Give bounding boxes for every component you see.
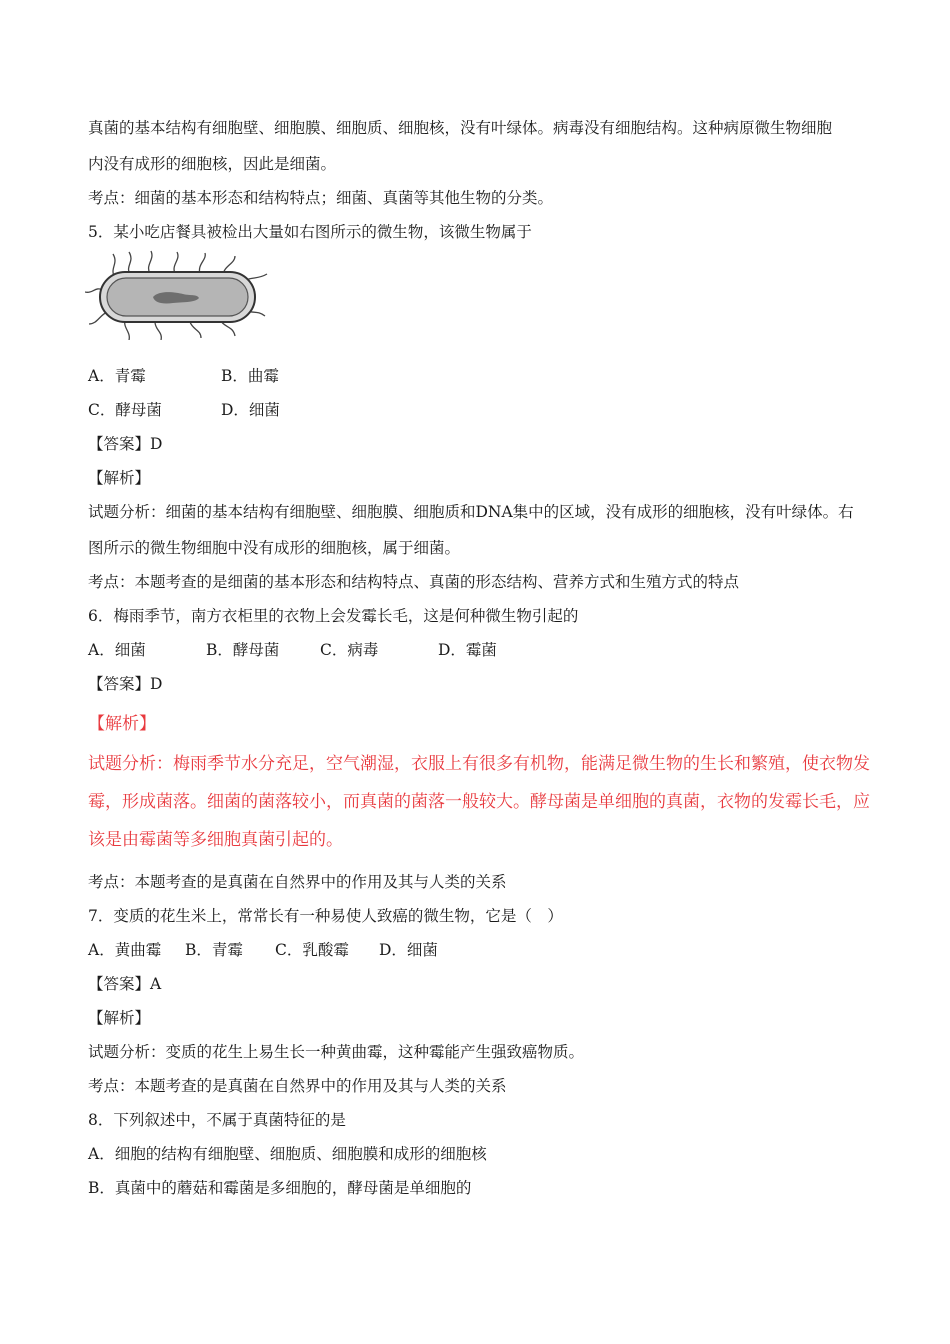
q5-jiexi-heading: 【解析】 bbox=[88, 469, 151, 487]
q5-option-c[interactable]: C．酵母菌 bbox=[88, 401, 162, 419]
q7-option-a[interactable]: A．黄曲霉 bbox=[88, 941, 162, 959]
q7-jiexi-heading: 【解析】 bbox=[88, 1009, 151, 1027]
q7-option-c[interactable]: C．乳酸霉 bbox=[275, 941, 349, 959]
q5-options-row-1 bbox=[88, 366, 279, 386]
q5-option-d[interactable]: D．细菌 bbox=[221, 401, 280, 419]
q8-option-a[interactable]: A．细胞的结构有细胞壁、细胞质、细胞膜和成形的细胞核 bbox=[88, 1145, 487, 1163]
q7-stem: 7．变质的花生米上，常常长有一种易使人致癌的微生物，它是（ ） bbox=[88, 907, 563, 925]
q8-stem: 8．下列叙述中，不属于真菌特征的是 bbox=[88, 1111, 346, 1129]
q6-jiexi-heading: 【解析】 bbox=[88, 714, 156, 734]
intro-kaodian: 考点：细菌的基本形态和结构特点；细菌、真菌等其他生物的分类。 bbox=[88, 189, 554, 207]
q6-stem: 6．梅雨季节，南方衣柜里的衣物上会发霉长毛，这是何种微生物引起的 bbox=[88, 607, 579, 625]
q6-option-a[interactable]: A．细菌 bbox=[88, 641, 146, 659]
bacterium-illustration bbox=[85, 250, 270, 340]
q6-analysis-1: 试题分析：梅雨季节水分充足，空气潮湿，衣服上有很多有机物，能满足微生物的生长和繁殖，使衣物发 bbox=[88, 754, 870, 774]
q7-options-row bbox=[88, 940, 438, 960]
intro-line-1: 真菌的基本结构有细胞壁、细胞膜、细胞质、细胞核，没有叶绿体。病毒没有细胞结构。这种病原微生物细胞 bbox=[88, 119, 833, 137]
q8-option-b[interactable]: B．真菌中的蘑菇和霉菌是多细胞的，酵母菌是单细胞的 bbox=[88, 1179, 472, 1197]
bacterium-icon bbox=[85, 250, 270, 340]
intro-line-2: 内没有成形的细胞核，因此是细菌。 bbox=[88, 155, 337, 173]
q6-option-d[interactable]: D．霉菌 bbox=[438, 641, 497, 659]
q6-analysis-3: 该是由霉菌等多细胞真菌引起的。 bbox=[88, 830, 343, 850]
q5-analysis-1: 试题分析：细菌的基本结构有细胞壁、细胞膜、细胞质和DNA集中的区域，没有成形的细胞核，没有叶绿体。右 bbox=[88, 503, 854, 521]
q5-answer: 【答案】D bbox=[88, 435, 163, 453]
q5-options-row-2 bbox=[88, 400, 280, 420]
q7-option-b[interactable]: B．青霉 bbox=[185, 941, 243, 959]
q6-analysis-2: 霉，形成菌落。细菌的菌落较小，而真菌的菌落一般较大。酵母菌是单细胞的真菌，衣物的发霉长毛，应 bbox=[88, 792, 870, 812]
q6-kaodian: 考点：本题考查的是真菌在自然界中的作用及其与人类的关系 bbox=[88, 873, 507, 891]
q6-option-b[interactable]: B．酵母菌 bbox=[206, 641, 280, 659]
q5-option-a[interactable]: A．青霉 bbox=[88, 367, 146, 385]
q5-kaodian: 考点：本题考查的是细菌的基本形态和结构特点、真菌的形态结构、营养方式和生殖方式的特点 bbox=[88, 573, 740, 591]
q7-option-d[interactable]: D．细菌 bbox=[379, 941, 438, 959]
q5-option-b[interactable]: B．曲霉 bbox=[221, 367, 279, 385]
q6-answer: 【答案】D bbox=[88, 675, 163, 693]
q7-answer: 【答案】A bbox=[88, 975, 162, 993]
q7-kaodian: 考点：本题考查的是真菌在自然界中的作用及其与人类的关系 bbox=[88, 1077, 507, 1095]
q5-analysis-2: 图所示的微生物细胞中没有成形的细胞核，属于细菌。 bbox=[88, 539, 461, 557]
q5-stem: 5．某小吃店餐具被检出大量如右图所示的微生物，该微生物属于 bbox=[88, 223, 532, 241]
q6-option-c[interactable]: C．病毒 bbox=[320, 641, 379, 659]
q7-analysis-1: 试题分析：变质的花生上易生长一种黄曲霉，这种霉能产生强致癌物质。 bbox=[88, 1043, 585, 1061]
q6-options-row bbox=[88, 640, 497, 660]
